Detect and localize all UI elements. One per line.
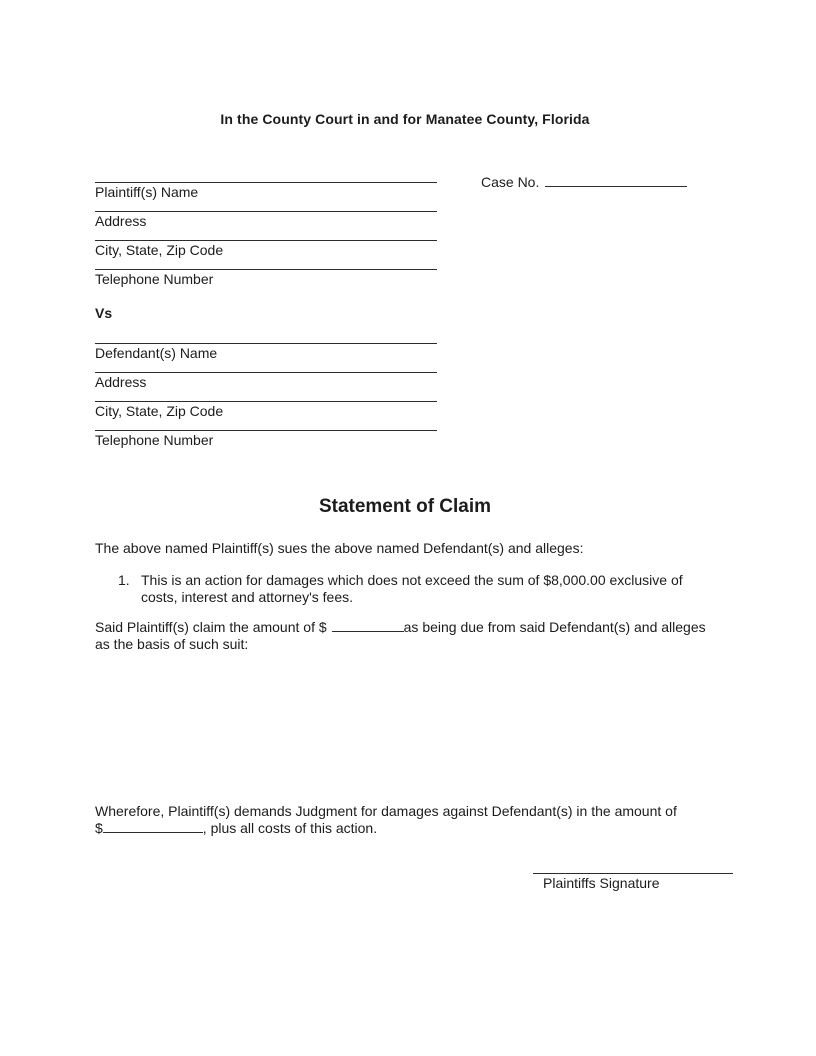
- allegation-item-1: [118, 572, 715, 606]
- signature-block: [533, 873, 733, 893]
- defendant-phone-line[interactable]: [95, 420, 437, 431]
- plaintiff-name-line[interactable]: [95, 172, 437, 183]
- plaintiff-name-label: Plaintiff(s) Name: [95, 184, 199, 200]
- plaintiff-address-line[interactable]: [95, 201, 437, 212]
- defendant-name-field: [95, 333, 437, 362]
- claim-text-line2: as the basis of such suit:: [95, 636, 249, 652]
- defendant-name-line[interactable]: [95, 333, 437, 344]
- section-title: Statement of Claim: [318, 496, 492, 517]
- defendant-fields: [95, 333, 437, 449]
- plaintiff-address-field: [95, 201, 437, 230]
- court-title: In the County Court in and for Manatee County, Florida: [220, 111, 590, 127]
- plaintiff-city-state-zip-line[interactable]: [95, 230, 437, 241]
- plaintiff-phone-label: Telephone Number: [95, 271, 214, 287]
- caption-section: [95, 172, 715, 288]
- wherefore-text-after-blank: , plus all costs of this action.: [202, 820, 378, 836]
- claim-amount-line[interactable]: [332, 619, 404, 632]
- plaintiff-city-state-zip-field: [95, 230, 437, 259]
- plaintiff-phone-line[interactable]: [95, 259, 437, 270]
- plaintiff-name-field: [95, 172, 437, 201]
- defendant-city-state-zip-label: City, State, Zip Code: [95, 403, 224, 419]
- defendant-city-state-zip-field: [95, 391, 437, 420]
- plaintiff-phone-field: [95, 259, 437, 288]
- plaintiff-fields: [95, 172, 437, 288]
- wherefore-currency: $: [95, 820, 103, 836]
- allegation-item-1-text: This is an action for damages which does not exceed the sum of $8,000.00 exclusive of costs, interest and attorney's fees.: [141, 572, 683, 605]
- wherefore-amount-line[interactable]: [103, 820, 203, 833]
- plaintiff-address-label: Address: [95, 213, 147, 229]
- plaintiff-city-state-zip-label: City, State, Zip Code: [95, 242, 224, 258]
- suit-basis-writing-area[interactable]: [95, 653, 715, 803]
- defendant-address-line[interactable]: [95, 362, 437, 373]
- defendant-phone-label: Telephone Number: [95, 432, 214, 448]
- intro-paragraph: The above named Plaintiff(s) sues the above named Defendant(s) and alleges:: [95, 540, 584, 556]
- defendant-phone-field: [95, 420, 437, 449]
- allegation-item-1-number: 1.: [118, 572, 130, 588]
- claim-amount-paragraph: [95, 619, 715, 653]
- case-no-label: Case No.: [481, 174, 540, 190]
- claim-text-after-blank: as being due from said Defendant(s) and alleges: [403, 619, 706, 635]
- plaintiff-signature-label: Plaintiffs Signature: [543, 875, 660, 891]
- defendant-address-label: Address: [95, 374, 147, 390]
- defendant-name-label: Defendant(s) Name: [95, 345, 218, 361]
- defendant-city-state-zip-line[interactable]: [95, 391, 437, 402]
- wherefore-paragraph: [95, 803, 715, 837]
- claim-text-before-blank: Said Plaintiff(s) claim the amount of $: [95, 619, 327, 635]
- vs-label: Vs: [95, 305, 113, 321]
- wherefore-text-line1: Wherefore, Plaintiff(s) demands Judgment for damages against Defendant(s) in the amount of: [95, 803, 677, 819]
- case-number-area: [481, 172, 687, 190]
- defendant-address-field: [95, 362, 437, 391]
- case-no-line[interactable]: [545, 174, 687, 187]
